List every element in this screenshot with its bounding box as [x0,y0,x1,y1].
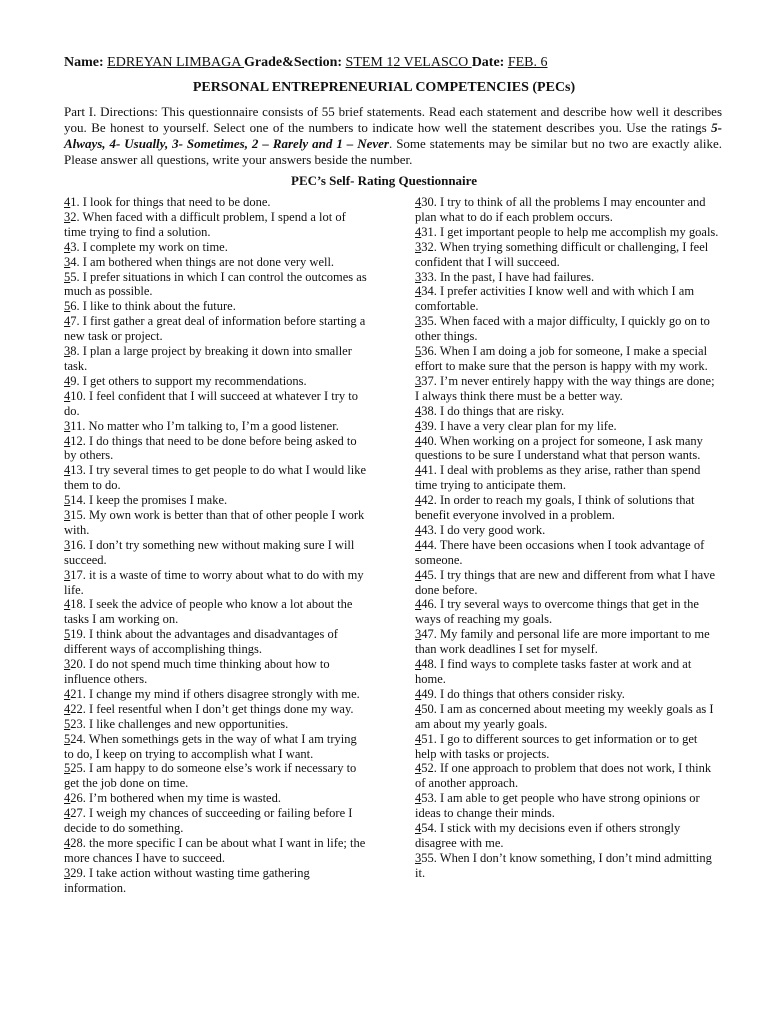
rating-answer: 4 [64,597,71,612]
question-item [64,195,368,210]
question-item [64,761,368,791]
question-text: 10. I feel confident that I will succeed at whatever I try to do. [64,388,358,418]
question-item [64,374,368,389]
rating-answer: 3 [64,254,71,269]
question-text: 16. I don’t try something new without making sure I will succeed. [64,537,355,567]
rating-answer: 4 [415,567,422,582]
question-item [64,866,368,896]
rating-answer: 3 [64,344,71,359]
question-item [64,210,368,240]
question-item [415,463,719,493]
question-item [415,225,719,240]
question-text: 19. I think about the advantages and disadvantages of different ways of accomplishing things. [64,627,338,657]
question-text: 48. I find ways to complete tasks faster at work and at home. [415,657,692,686]
question-text: 3. I complete my work on time. [70,239,228,254]
question-item [415,627,719,657]
rating-answer: 4 [64,195,71,209]
directions-text-intro: Part I. Directions: This questionnaire consists of 55 brief statements. Read each statement and describe how well it describes you. Be honest to yourself. Select one of the numbers to indicate how well the statement describes you. Use the ratings [64,104,722,135]
question-item [415,434,719,464]
name-value: EDREYAN LIMBAGA [107,55,245,70]
rating-answer: 3 [64,508,71,523]
rating-scale: 5- Always, 4- Usually, 3- Sometimes, 2 – Rarely and 1 – Never [64,120,722,151]
question-item [415,523,719,538]
rating-answer: 4 [64,701,71,716]
question-item [415,821,719,851]
questions-right-column [415,195,719,881]
rating-answer: 3 [64,537,71,552]
question-text: 24. When somethings gets in the way of what I am trying to do, I keep on trying to accomplish what I want. [64,731,357,761]
rating-answer: 3 [415,314,422,329]
question-text: 54. I stick with my decisions even if others strongly disagree with me. [415,821,681,850]
rating-answer: 5 [64,299,71,314]
question-text: 18. I seek the advice of people who know a lot about the tasks I am working on. [64,597,353,627]
question-item [415,791,719,821]
rating-answer: 5 [64,627,71,642]
question-item [64,568,368,598]
rating-answer: 3 [415,627,422,642]
rating-answer: 5 [64,716,71,731]
question-item [415,851,719,881]
question-item [64,702,368,717]
rating-answer: 4 [415,701,422,716]
question-item [64,687,368,702]
question-text: 4. I am bothered when things are not done very well. [70,254,335,269]
question-text: 12. I do things that need to be done before being asked to by others. [64,433,357,463]
rating-answer: 4 [64,463,71,478]
question-text: 34. I prefer activities I know well and with which I am comfortable. [415,284,695,314]
question-text: 45. I try things that are new and different from what I have done before. [415,567,716,597]
rating-answer: 4 [415,791,422,806]
question-item [415,657,719,687]
rating-answer: 4 [415,731,422,746]
question-item [415,404,719,419]
question-item [64,508,368,538]
question-item [64,240,368,255]
rating-answer: 4 [415,195,422,209]
grade-section-label: Grade&Section: [244,55,343,70]
question-item [415,419,719,434]
questionnaire-subtitle: PEC’s Self- Rating Questionnaire [291,173,477,188]
rating-answer: 4 [415,418,422,433]
student-header [64,55,714,71]
rating-answer: 3 [64,209,71,224]
question-item [64,627,368,657]
rating-answer: 4 [415,686,422,701]
question-item [64,255,368,270]
question-text: 11. No matter who I’m talking to, I’m a good listener. [70,418,339,433]
question-item [64,463,368,493]
question-item [64,270,368,300]
rating-answer: 3 [415,269,422,284]
question-item [415,374,719,404]
question-text: 8. I plan a large project by breaking it down into smaller task. [64,344,352,373]
rating-answer: 3 [415,239,422,254]
rating-answer: 4 [415,821,422,836]
question-text: 14. I keep the promises I make. [70,493,228,508]
rating-answer: 4 [64,314,71,329]
rating-answer: 4 [415,224,422,239]
question-text: 29. I take action without wasting time gathering information. [64,865,310,895]
question-text: 36. When I am doing a job for someone, I make a special effort to make sure that the person is happy with my work. [415,344,708,373]
question-text: 42. In order to reach my goals, I think of solutions that benefit everyone involved in a problem. [415,493,695,523]
question-item [64,493,368,508]
question-text: 25. I am happy to do someone else’s work if necessary to get the job done on time. [64,761,357,791]
question-item [415,344,719,374]
question-text: 38. I do things that are risky. [421,403,565,418]
rating-answer: 4 [415,284,422,299]
question-item [64,732,368,762]
question-item [64,657,368,687]
rating-answer: 4 [415,761,422,776]
rating-answer: 5 [64,761,71,776]
question-item [415,568,719,598]
rating-answer: 4 [64,686,71,701]
question-text: 30. I try to think of all the problems I may encounter and plan what to do if each problem occurs. [415,195,706,224]
rating-answer: 5 [415,344,422,359]
question-item [64,419,368,434]
question-text: 2. When faced with a difficult problem, I spend a lot of time trying to find a solution. [64,209,346,239]
rating-answer: 4 [64,806,71,821]
question-text: 44. There have been occasions when I took advantage of someone. [415,537,705,567]
question-item [64,791,368,806]
rating-answer: 5 [64,731,71,746]
date-label: Date: [471,55,505,70]
question-text: 9. I get others to support my recommendations. [70,373,307,388]
questions-left-column [64,195,368,896]
directions-paragraph [64,104,722,168]
question-item [64,538,368,568]
question-text: 46. I try several ways to overcome things that get in the ways of reaching my goals. [415,597,699,627]
question-item [415,314,719,344]
question-text: 51. I go to different sources to get information or to get help with tasks or projects. [415,731,698,761]
directions-text-end: . Some statements may be similar but no two are exactly alike. Please answer all questions, write your answers beside the number. [64,136,722,167]
rating-answer: 4 [415,493,422,508]
question-text: 41. I deal with problems as they arise, rather than spend time trying to anticipate them. [415,463,701,493]
question-item [64,389,368,419]
rating-answer: 4 [64,239,71,254]
question-item [64,299,368,314]
question-text: 50. I am as concerned about meeting my weekly goals as I am about my yearly goals. [415,701,714,731]
question-text: 20. I do not spend much time thinking about how to influence others. [64,657,330,686]
question-text: 49. I do things that others consider risky. [421,686,625,701]
date-value: FEB. 6 [507,55,548,70]
question-text: 37. I’m never entirely happy with the way things are done; I always think there must be a better way. [415,373,715,403]
rating-answer: 3 [415,373,422,388]
question-text: 32. When trying something difficult or challenging, I feel confident that I will succeed. [415,239,709,269]
rating-answer: 3 [64,418,71,433]
question-text: 7. I first gather a great deal of information before starting a new task or project. [64,314,366,344]
rating-answer: 4 [64,388,71,403]
question-item [415,284,719,314]
rating-answer: 4 [64,791,71,806]
rating-answer: 5 [64,269,71,284]
rating-answer: 4 [415,463,422,478]
rating-answer: 4 [415,657,422,672]
question-text: 23. I like challenges and new opportunities. [70,716,289,731]
question-item [415,687,719,702]
question-item [64,597,368,627]
question-item [415,240,719,270]
document-title: PERSONAL ENTREPRENEURIAL COMPETENCIES (PECs) [192,80,576,95]
question-text: 52. If one approach to problem that does not work, I think of another approach. [415,761,712,791]
question-item [64,806,368,836]
rating-answer: 5 [64,493,71,508]
name-label: Name: [64,55,104,70]
question-text: 53. I am able to get people who have strong opinions or ideas to change their minds. [415,791,700,821]
question-text: 31. I get important people to help me accomplish my goals. [421,224,719,239]
question-item [415,702,719,732]
rating-answer: 3 [64,865,71,880]
question-text: 1. I look for things that need to be done. [70,195,271,209]
question-text: 33. In the past, I have had failures. [421,269,595,284]
question-item [415,597,719,627]
question-text: 39. I have a very clear plan for my life. [421,418,617,433]
rating-answer: 4 [64,373,71,388]
rating-answer: 3 [64,567,71,582]
question-text: 55. When I don’t know something, I don’t mind admitting it. [415,850,712,880]
rating-answer: 3 [64,657,71,672]
question-item [415,195,719,225]
question-text: 26. I’m bothered when my time is wasted. [70,791,281,806]
question-text: 28. the more specific I can be about what I want in life; the more chances I have to succeed. [64,835,366,865]
question-text: 17. it is a waste of time to worry about what to do with my life. [64,567,364,597]
rating-answer: 4 [64,433,71,448]
rating-answer: 3 [415,850,422,865]
question-item [415,761,719,791]
question-item [415,270,719,285]
rating-answer: 4 [415,597,422,612]
question-text: 22. I feel resentful when I don’t get things done my way. [70,701,354,716]
rating-answer: 4 [415,537,422,552]
question-text: 13. I try several times to get people to do what I would like them to do. [64,463,367,493]
question-item [415,493,719,523]
question-text: 35. When faced with a major difficulty, I quickly go on to other things. [415,314,710,344]
rating-answer: 4 [415,522,422,537]
rating-answer: 4 [64,835,71,850]
question-text: 43. I do very good work. [421,522,546,537]
question-item [64,314,368,344]
question-item [64,836,368,866]
question-text: 6. I like to think about the future. [70,299,236,314]
question-text: 21. I change my mind if others disagree strongly with me. [70,686,360,701]
rating-answer: 4 [415,433,422,448]
question-item [415,538,719,568]
question-text: 15. My own work is better than that of other people I work with. [64,508,365,537]
question-item [64,344,368,374]
question-text: 47. My family and personal life are more important to me than work deadlines I set for myself. [415,627,710,657]
question-item [64,717,368,732]
question-text: 40. When working on a project for someone, I ask many questions to be sure I understand what that person wants. [415,433,703,463]
question-text: 5. I prefer situations in which I can control the outcomes as much as possible. [64,269,367,299]
question-item [64,434,368,464]
question-item [415,732,719,762]
rating-answer: 4 [415,403,422,418]
question-text: 27. I weigh my chances of succeeding or failing before I decide to do something. [64,806,353,836]
grade-section-value: STEM 12 VELASCO [345,55,472,70]
